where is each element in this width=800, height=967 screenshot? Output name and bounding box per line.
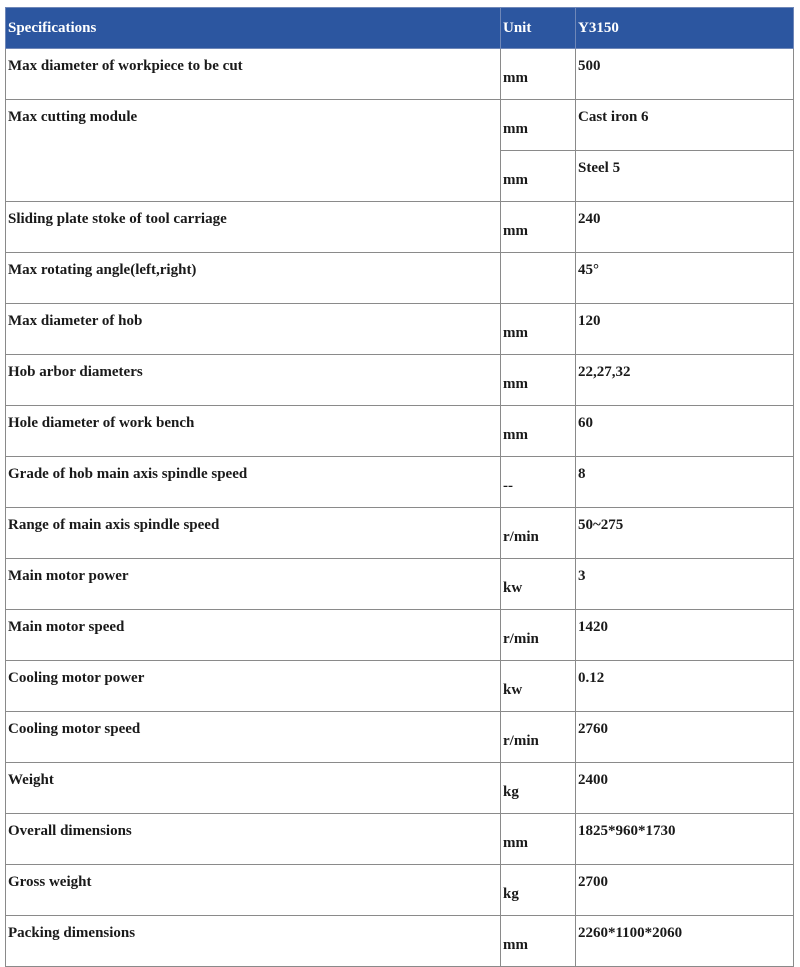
spec-value: 0.12 — [576, 661, 794, 712]
spec-unit: kw — [501, 661, 576, 712]
spec-value: 60 — [576, 406, 794, 457]
table-row — [6, 661, 794, 712]
spec-unit: -- — [501, 457, 576, 508]
spec-unit: mm — [501, 814, 576, 865]
spec-value: 2260*1100*2060 — [576, 916, 794, 967]
spec-unit: mm — [501, 202, 576, 253]
spec-name: Sliding plate stoke of tool carriage — [6, 202, 501, 253]
spec-value: 22,27,32 — [576, 355, 794, 406]
table-row — [6, 508, 794, 559]
spec-unit: mm — [501, 355, 576, 406]
table-row — [6, 763, 794, 814]
spec-name: Cooling motor speed — [6, 712, 501, 763]
spec-value: 50~275 — [576, 508, 794, 559]
spec-name: Cooling motor power — [6, 661, 501, 712]
spec-unit: mm — [501, 151, 576, 202]
spec-name: Max cutting module — [6, 100, 501, 202]
spec-unit: mm — [501, 49, 576, 100]
table-row — [6, 304, 794, 355]
spec-value: Cast iron 6 — [576, 100, 794, 151]
spec-value: 500 — [576, 49, 794, 100]
table-row — [6, 865, 794, 916]
table-row — [6, 916, 794, 967]
table-row — [6, 559, 794, 610]
spec-name: Hole diameter of work bench — [6, 406, 501, 457]
spec-name: Weight — [6, 763, 501, 814]
header-unit: Unit — [501, 8, 576, 49]
spec-value: 240 — [576, 202, 794, 253]
table-row — [6, 100, 794, 151]
spec-name: Packing dimensions — [6, 916, 501, 967]
table-header-row — [6, 8, 794, 49]
spec-value: 3 — [576, 559, 794, 610]
spec-name: Range of main axis spindle speed — [6, 508, 501, 559]
header-specifications: Specifications — [6, 8, 501, 49]
spec-name: Max diameter of workpiece to be cut — [6, 49, 501, 100]
spec-unit: kg — [501, 763, 576, 814]
spec-name: Main motor speed — [6, 610, 501, 661]
table-row — [6, 253, 794, 304]
spec-value: Steel 5 — [576, 151, 794, 202]
table-row — [6, 406, 794, 457]
spec-value: 1825*960*1730 — [576, 814, 794, 865]
spec-unit: r/min — [501, 610, 576, 661]
spec-unit: mm — [501, 100, 576, 151]
table-row — [6, 355, 794, 406]
table-row — [6, 814, 794, 865]
spec-value: 120 — [576, 304, 794, 355]
spec-name: Main motor power — [6, 559, 501, 610]
table-row — [6, 457, 794, 508]
spec-unit: mm — [501, 406, 576, 457]
spec-unit: r/min — [501, 712, 576, 763]
spec-name: Overall dimensions — [6, 814, 501, 865]
spec-value: 45° — [576, 253, 794, 304]
spec-unit: r/min — [501, 508, 576, 559]
spec-unit: mm — [501, 304, 576, 355]
spec-name: Gross weight — [6, 865, 501, 916]
table-row — [6, 610, 794, 661]
spec-name: Max diameter of hob — [6, 304, 501, 355]
table-row — [6, 49, 794, 100]
table-row — [6, 712, 794, 763]
spec-value: 2400 — [576, 763, 794, 814]
spec-name: Grade of hob main axis spindle speed — [6, 457, 501, 508]
spec-value: 2760 — [576, 712, 794, 763]
spec-unit: mm — [501, 916, 576, 967]
table-row — [6, 202, 794, 253]
spec-value: 2700 — [576, 865, 794, 916]
specifications-table — [5, 7, 794, 967]
spec-value: 1420 — [576, 610, 794, 661]
header-model: Y3150 — [576, 8, 794, 49]
spec-value: 8 — [576, 457, 794, 508]
spec-name: Hob arbor diameters — [6, 355, 501, 406]
spec-unit — [501, 253, 576, 304]
spec-unit: kg — [501, 865, 576, 916]
spec-name: Max rotating angle(left,right) — [6, 253, 501, 304]
spec-unit: kw — [501, 559, 576, 610]
